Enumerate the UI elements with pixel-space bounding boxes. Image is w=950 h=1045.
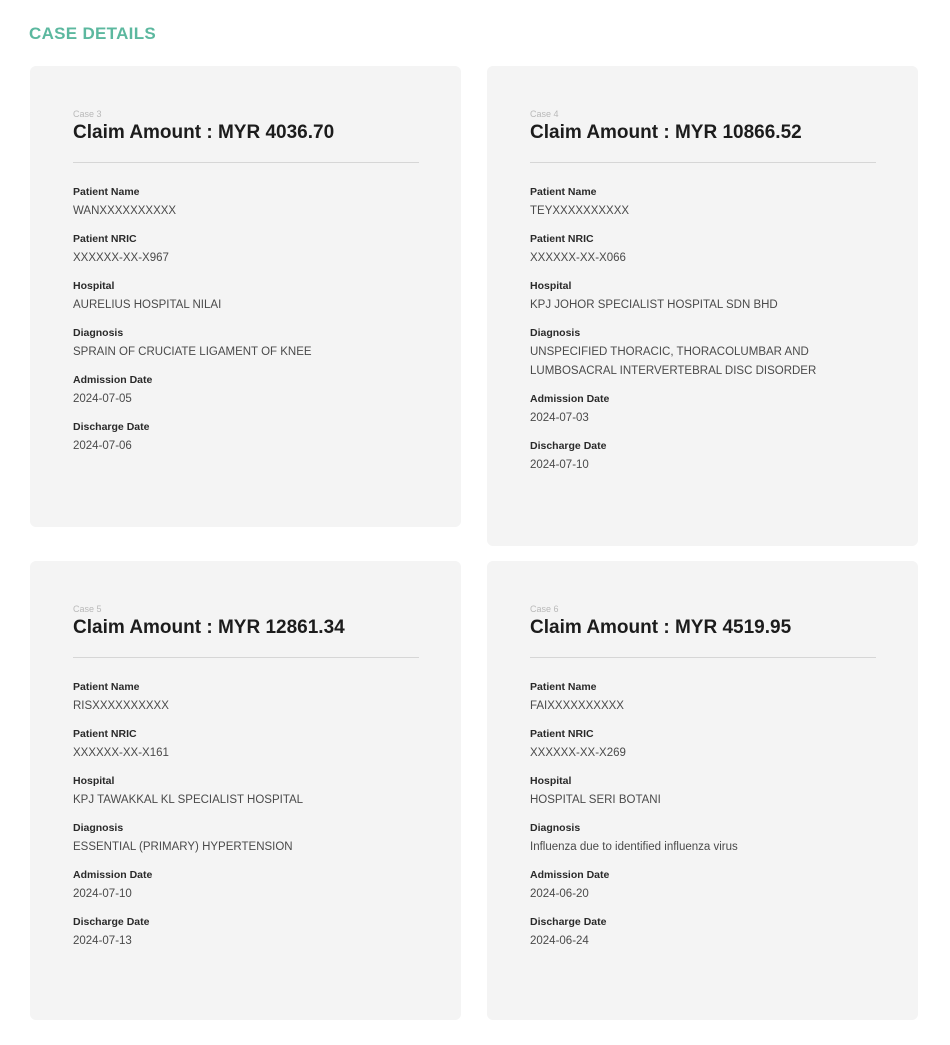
field-value: XXXXXX-XX-X967 <box>73 252 169 264</box>
field-label: Patient Name <box>73 186 140 198</box>
field-value: 2024-07-06 <box>73 440 132 452</box>
field-patient-nric <box>530 232 875 268</box>
field-value: 2024-07-13 <box>73 935 132 947</box>
field-diagnosis <box>73 821 418 857</box>
field-patient-name <box>530 185 875 221</box>
field-label: Patient Name <box>530 681 597 693</box>
field-label: Patient Name <box>73 681 140 693</box>
field-diagnosis <box>73 326 418 362</box>
claim-amount-title: Claim Amount : MYR 4036.70 <box>73 122 335 143</box>
field-value: RISXXXXXXXXXX <box>73 700 169 712</box>
field-label: Hospital <box>530 280 572 292</box>
field-admission-date <box>73 868 418 904</box>
field-patient-name <box>530 680 875 716</box>
field-hospital <box>73 279 418 315</box>
field-value: HOSPITAL SERI BOTANI <box>530 794 661 806</box>
field-diagnosis <box>530 821 875 857</box>
field-value: SPRAIN OF CRUCIATE LIGAMENT OF KNEE <box>73 346 312 358</box>
field-hospital <box>73 774 418 810</box>
field-label: Hospital <box>530 775 572 787</box>
field-label: Hospital <box>73 775 115 787</box>
case-label: Case 6 <box>530 604 559 614</box>
field-patient-name <box>73 680 418 716</box>
divider <box>530 162 876 163</box>
divider <box>530 657 876 658</box>
field-label: Admission Date <box>73 869 153 881</box>
field-value: 2024-06-20 <box>530 888 589 900</box>
field-discharge-date <box>530 915 875 951</box>
case-label: Case 3 <box>73 109 102 119</box>
field-value: KPJ TAWAKKAL KL SPECIALIST HOSPITAL <box>73 794 304 806</box>
field-label: Admission Date <box>73 374 153 386</box>
field-label: Hospital <box>73 280 115 292</box>
field-label: Patient NRIC <box>73 233 137 245</box>
claim-amount-title: Claim Amount : MYR 10866.52 <box>530 122 802 143</box>
case-card <box>487 66 918 546</box>
field-value: 2024-07-10 <box>530 459 589 471</box>
field-label: Discharge Date <box>530 440 607 452</box>
field-value: TEYXXXXXXXXXX <box>530 205 630 217</box>
field-discharge-date <box>73 420 418 456</box>
field-label: Diagnosis <box>73 822 124 834</box>
field-value: WANXXXXXXXXXX <box>73 205 177 217</box>
field-discharge-date <box>530 439 875 475</box>
case-label: Case 4 <box>530 109 559 119</box>
claim-amount-title: Claim Amount : MYR 12861.34 <box>73 617 345 638</box>
field-label: Admission Date <box>530 393 610 405</box>
case-card <box>30 561 461 1020</box>
field-value: UNSPECIFIED THORACIC, THORACOLUMBAR AND LUMBOSACRAL INTERVERTEBRAL DISC DISORDER <box>530 346 817 377</box>
divider <box>73 162 419 163</box>
field-admission-date <box>73 373 418 409</box>
field-value: 2024-06-24 <box>530 935 589 947</box>
claim-amount-title: Claim Amount : MYR 4519.95 <box>530 617 792 638</box>
field-label: Discharge Date <box>73 421 150 433</box>
field-label: Diagnosis <box>530 822 581 834</box>
field-admission-date <box>530 392 875 428</box>
case-label: Case 5 <box>73 604 102 614</box>
field-patient-nric <box>73 232 418 268</box>
field-label: Diagnosis <box>73 327 124 339</box>
divider <box>73 657 419 658</box>
field-value: FAIXXXXXXXXXX <box>530 700 624 712</box>
field-value: XXXXXX-XX-X161 <box>73 747 169 759</box>
field-patient-nric <box>73 727 418 763</box>
field-label: Diagnosis <box>530 327 581 339</box>
field-value: XXXXXX-XX-X269 <box>530 747 626 759</box>
field-patient-nric <box>530 727 875 763</box>
field-hospital <box>530 279 875 315</box>
field-value: AURELIUS HOSPITAL NILAI <box>73 299 222 311</box>
field-value: ESSENTIAL (PRIMARY) HYPERTENSION <box>73 841 293 853</box>
case-card <box>487 561 918 1020</box>
field-label: Admission Date <box>530 869 610 881</box>
section-title: CASE DETAILS <box>29 24 157 43</box>
field-value: KPJ JOHOR SPECIALIST HOSPITAL SDN BHD <box>530 299 778 311</box>
field-hospital <box>530 774 875 810</box>
field-admission-date <box>530 868 875 904</box>
field-label: Discharge Date <box>530 916 607 928</box>
field-patient-name <box>73 185 418 221</box>
field-value: 2024-07-10 <box>73 888 132 900</box>
field-label: Patient NRIC <box>530 728 594 740</box>
field-diagnosis <box>530 326 875 381</box>
field-label: Patient NRIC <box>530 233 594 245</box>
field-discharge-date <box>73 915 418 951</box>
field-value: 2024-07-05 <box>73 393 132 405</box>
field-label: Discharge Date <box>73 916 150 928</box>
field-label: Patient NRIC <box>73 728 137 740</box>
case-card <box>30 66 461 527</box>
field-value: Influenza due to identified influenza virus <box>530 841 738 853</box>
field-label: Patient Name <box>530 186 597 198</box>
field-value: XXXXXX-XX-X066 <box>530 252 626 264</box>
field-value: 2024-07-03 <box>530 412 589 424</box>
